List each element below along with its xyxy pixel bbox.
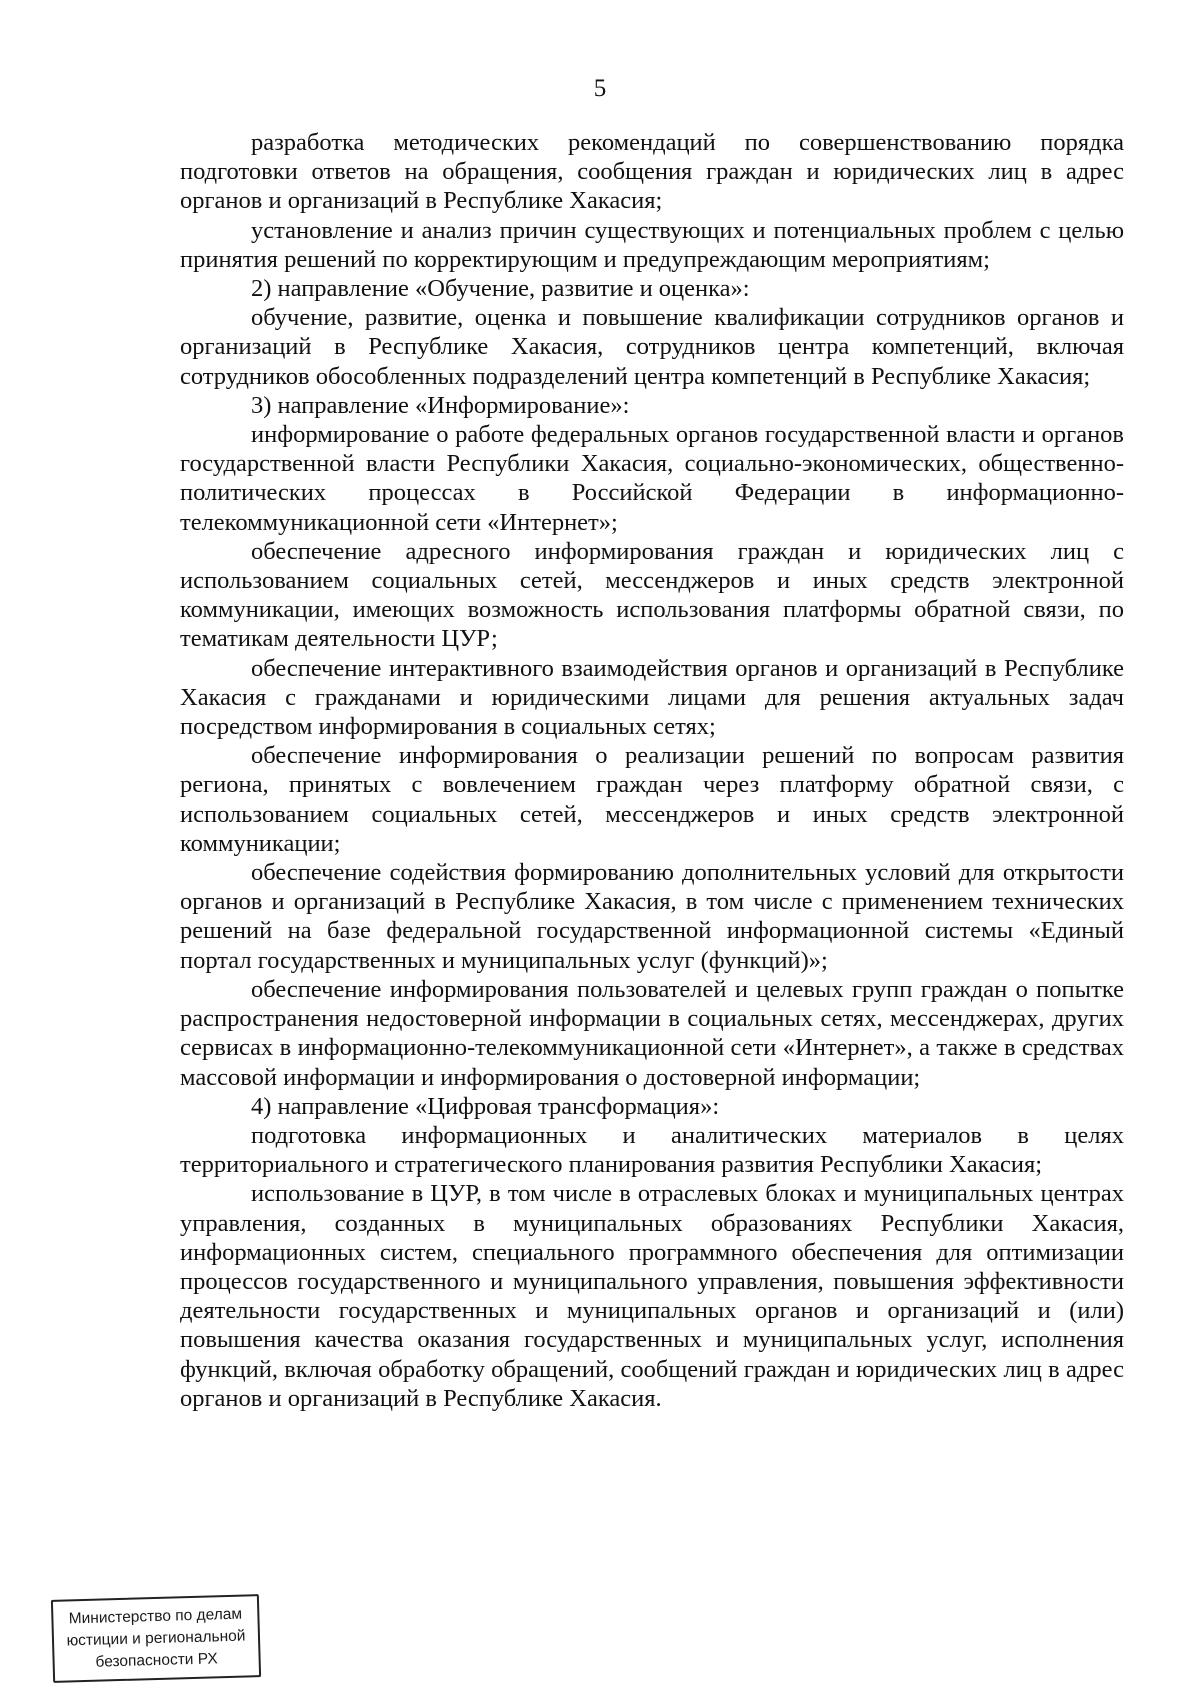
page-number: 5 [593, 75, 607, 102]
paragraph: обеспечение информирования пользователей и целевых групп граждан о попытке распространения недостоверной информации в социальных сетях, мессенджерах, других сервисах в информационно-телекоммуникационной сети «Интернет», а также в средствах массовой информации и информирования о достоверной информации; [180, 975, 1124, 1091]
paragraph: установление и анализ причин существующих и потенциальных проблем с целью принятия решений по корректирующим и предупреждающим мероприятиям; [180, 216, 1124, 273]
paragraph: подготовка информационных и аналитических материалов в целях территориального и стратегического планирования развития Республики Хакасия; [180, 1121, 1124, 1179]
stamp-line: Министерство по делам [68, 1605, 243, 1628]
ministry-stamp [51, 1594, 261, 1683]
paragraph: информирование о работе федеральных органов государственной власти и органов государственной власти Республики Хакасия, социально-экономических, общественно-политических процессах в Российской Федерации в информационно-телекоммуникационной сети «Интернет»; [180, 421, 1124, 536]
stamp-line: юстиции и региональной [66, 1627, 246, 1650]
paragraph: обеспечение информирования о реализации решений по вопросам развития региона, принятых с вовлечением граждан через платформу обратной связи, с использованием социальных сетей, мессенджеров и иных средств электронной коммуникации; [180, 742, 1124, 857]
paragraph: обеспечение содействия формированию дополнительных условий для открытости органов и организаций в Республике Хакасия, в том числе с применением технических решений на базе федеральной государственной информационной системы «Единый портал государственных и муниципальных услуг (функций)»; [180, 859, 1124, 974]
section-heading: 4) направление «Цифровая трансформация»: [251, 1092, 720, 1120]
paragraph: использование в ЦУР, в том числе в отраслевых блоках и муниципальных центрах управления, созданных в муниципальных образованиях Республики Хакасия, информационных систем, специального программного обеспечения для оптимизации процессов государственного и муниципального управления, повышения эффективности деятельности государственных и муниципальных органов и организаций и (или) повышения качества оказания государственных и муниципальных услуг, исполнения функций, включая обработку обращений, сообщений граждан и юридических лиц в адрес органов и организаций в Республике Хакасия. [180, 1180, 1124, 1412]
section-heading: 3) направление «Информирование»: [251, 391, 630, 419]
section-heading: 2) направление «Обучение, развитие и оценка»: [251, 275, 750, 303]
paragraph: обеспечение адресного информирования граждан и юридических лиц с использованием социальных сетей, мессенджеров и иных средств электронной коммуникации, имеющих возможность использования платформы обратной связи, по тематикам деятельности ЦУР; [180, 537, 1124, 653]
paragraph: разработка методических рекомендаций по совершенствованию порядка подготовки ответов на обращения, сообщения граждан и юридических лиц в адрес органов и организаций в Республике Хакасия; [180, 129, 1124, 215]
paragraph: обеспечение интерактивного взаимодействия органов и организаций в Республике Хакасия с гражданами и юридическими лицами для решения актуальных задач посредством информирования в социальных сетях; [180, 654, 1124, 741]
paragraph: обучение, развитие, оценка и повышение квалификации сотрудников органов и организаций в Республике Хакасия, сотрудников центра компетенций, включая сотрудников обособленных подразделений центра компетенций в Республике Хакасия; [180, 304, 1124, 390]
document-body [180, 128, 1124, 1413]
stamp-line: безопасности РХ [95, 1650, 218, 1671]
